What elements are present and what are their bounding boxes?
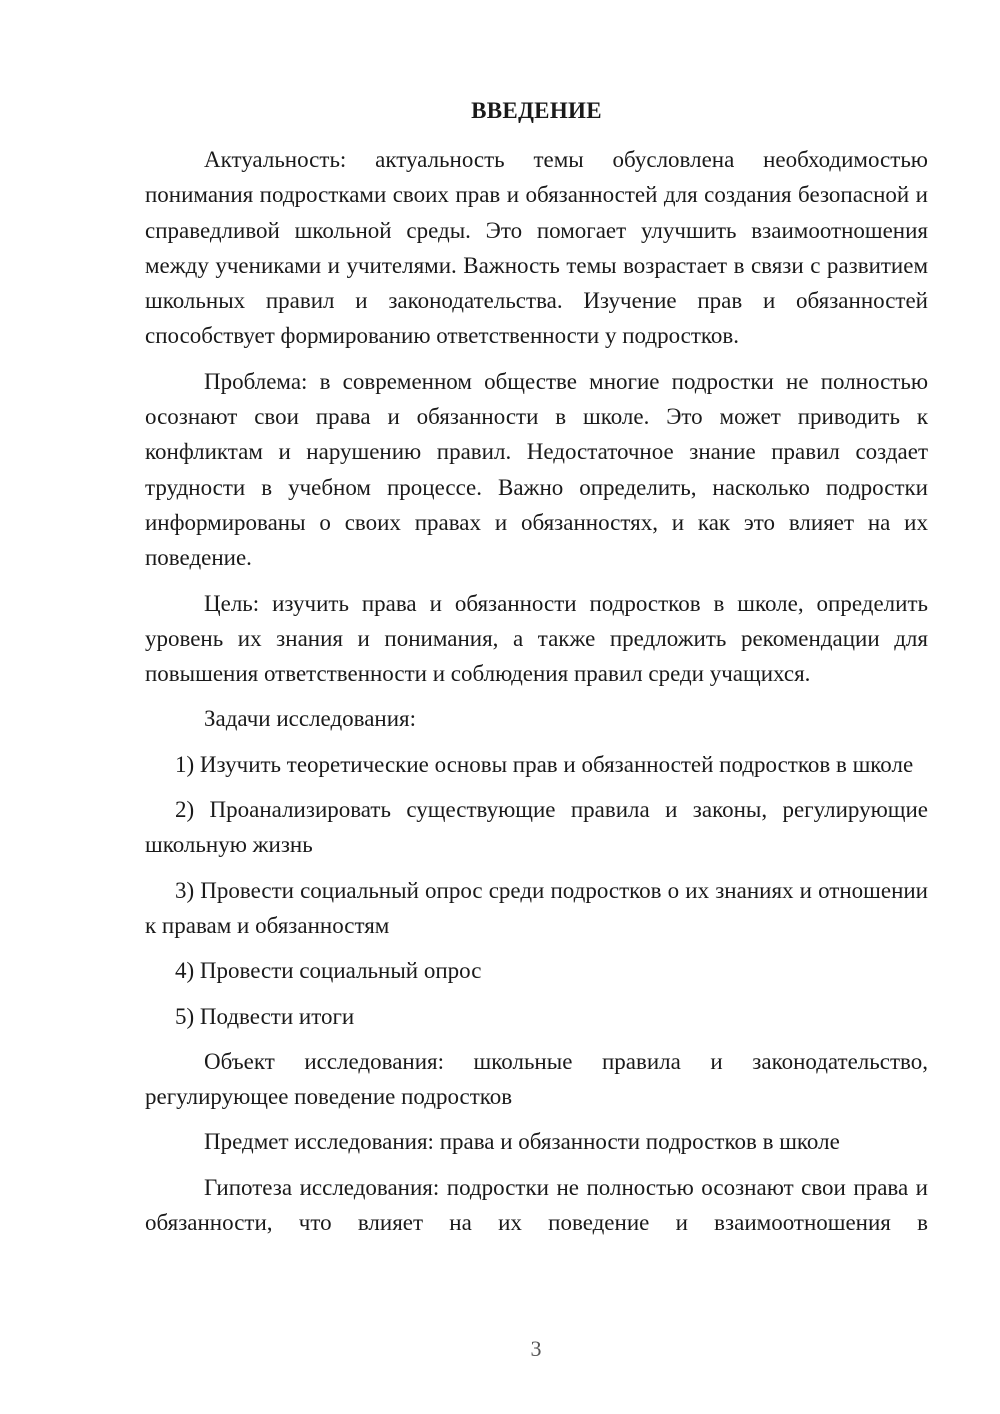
page-number: 3 <box>530 1336 542 1361</box>
paragraph-goal: Цель: изучить права и обязанности подростков в школе, определить уровень их знания и понимания, а также предложить рекомендации для повышения ответственности и соблюдения правил среди учащихся. <box>145 590 928 687</box>
paragraph-relevance: Актуальность: актуальность темы обусловлена необходимостью понимания подростками своих прав и обязанностей для создания безопасной и справедливой школьной среды. Это помогает улучшить взаимоотношения между учениками и учителями. Важность темы возрастает в связи с развитием школьных правил и законодательства. Изучение прав и обязанностей способствует формированию ответственности у подростков. <box>145 147 928 349</box>
task-item: 1) Изучить теоретические основы прав и обязанностей подростков в школе <box>175 751 914 777</box>
paragraph-subject: Предмет исследования: права и обязанности подростков в школе <box>204 1129 840 1155</box>
tasks-heading: Задачи исследования: <box>204 706 417 732</box>
paragraph-problem: Проблема: в современном обществе многие подростки не полностью осознают свои права и обязанности в школе. Это может приводить к конфликтам и нарушению правил. Недостаточное знание правил создает трудности в учебном процессе. Важно определить, насколько подростки информированы о своих правах и обязанностях, и как это влияет на их поведение. <box>145 368 928 571</box>
document-body <box>145 142 928 1250</box>
task-item: 5) Подвести итоги <box>175 1003 355 1029</box>
section-heading: ВВЕДЕНИЕ <box>471 98 602 123</box>
task-item: 3) Провести социальный опрос среди подростков о их знаниях и отношении к правам и обязанностям <box>145 877 928 938</box>
paragraph-hypothesis: Гипотеза исследования: подростки не полностью осознают свои права и обязанности, что влияет на их поведение и взаимоотношения в <box>145 1174 928 1236</box>
task-item: 4) Провести социальный опрос <box>175 958 482 984</box>
task-item: 2) Проанализировать существующие правила и законы, регулирующие школьную жизнь <box>145 797 928 858</box>
paragraph-object: Объект исследования: школьные правила и законодательство, регулирующее поведение подростков <box>145 1048 928 1110</box>
